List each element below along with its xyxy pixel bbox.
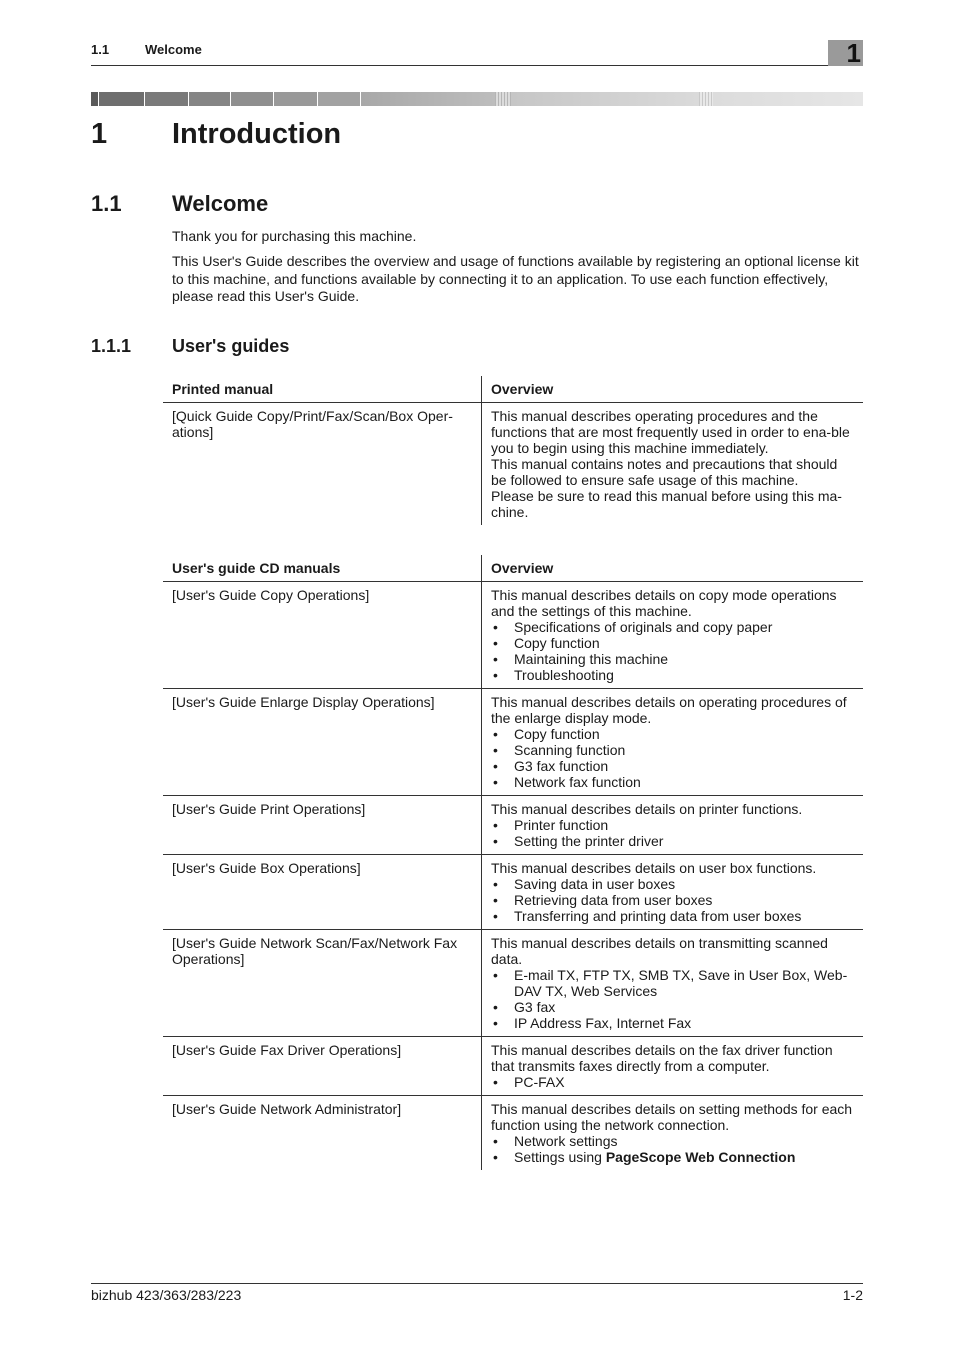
list-item: • IP Address Fax, Internet Fax	[491, 1015, 854, 1031]
intro-paragraph-1: Thank you for purchasing this machine.	[172, 228, 417, 244]
manual-overview	[482, 930, 864, 1037]
manual-name: [User's Guide Copy Operations]	[163, 582, 482, 689]
manual-name: [User's Guide Fax Driver Operations]	[163, 1037, 482, 1096]
bullet-list	[491, 726, 854, 790]
chapter-tab: 1	[828, 40, 863, 66]
bullet-list	[491, 1133, 854, 1165]
cd-manuals-table	[163, 555, 863, 1170]
manual-overview	[482, 582, 864, 689]
list-item: • Copy function	[491, 635, 854, 651]
manual-name: [Quick Guide Copy/Print/Fax/Scan/Box Oper-ations]	[163, 403, 482, 526]
overview-text: This manual describes details on setting methods for each function using the network connection.	[491, 1101, 853, 1133]
bullet-list	[491, 876, 854, 924]
manual-overview	[482, 689, 864, 796]
chapter-number: 1	[91, 118, 108, 150]
header-section-title: Welcome	[145, 42, 202, 57]
table-row	[163, 796, 863, 855]
table-row	[163, 1096, 863, 1171]
printed-manual-table	[163, 376, 863, 525]
bullet-list	[491, 967, 854, 1031]
manual-overview	[482, 1096, 864, 1171]
list-item: • Setting the printer driver	[491, 833, 854, 849]
manual-name: [User's Guide Print Operations]	[163, 796, 482, 855]
bullet-list	[491, 619, 854, 683]
footer-rule	[91, 1283, 863, 1284]
overview-text: This manual describes details on the fax driver function that transmits faxes directly from a computer.	[491, 1042, 833, 1074]
table-header-row	[163, 555, 863, 582]
overview-text: This manual describes details on operating procedures of the enlarge display mode.	[491, 694, 847, 726]
list-item: • Specifications of originals and copy paper	[491, 619, 854, 635]
subsection-number: 1.1.1	[91, 336, 132, 356]
overview-text: This manual describes details on user box functions.	[491, 860, 817, 876]
list-item: • Network settings	[491, 1133, 854, 1149]
list-item: • Troubleshooting	[491, 667, 854, 683]
manual-overview	[482, 796, 864, 855]
list-item: • Maintaining this machine	[491, 651, 854, 667]
list-item: • Network fax function	[491, 774, 854, 790]
list-item: • Retrieving data from user boxes	[491, 892, 854, 908]
manual-name: [User's Guide Box Operations]	[163, 855, 482, 930]
list-item: • E-mail TX, FTP TX, SMB TX, Save in User Box, Web-DAV TX, Web Services	[491, 967, 854, 999]
table-row	[163, 403, 863, 526]
list-item: • Saving data in user boxes	[491, 876, 854, 892]
manual-name: [User's Guide Network Scan/Fax/Network Fax Operations]	[163, 930, 482, 1037]
list-item	[491, 1149, 854, 1165]
table-header-row	[163, 376, 863, 403]
list-item: • Transferring and printing data from user boxes	[491, 908, 854, 924]
column-header: User's guide CD manuals	[163, 555, 482, 582]
section-number: 1.1	[91, 191, 122, 216]
list-item: • G3 fax	[491, 999, 854, 1015]
section-title: Welcome	[172, 191, 269, 216]
decorative-band	[91, 92, 863, 106]
overview-text: This manual describes operating procedures and the functions that are most frequently used in order to ena-ble you to begin using this machine immediately.	[491, 408, 850, 456]
header-section-number: 1.1	[91, 42, 110, 57]
column-header: Printed manual	[163, 376, 482, 403]
table-row	[163, 689, 863, 796]
table-row	[163, 582, 863, 689]
subsection-title: User's guides	[172, 336, 290, 356]
table-row	[163, 930, 863, 1037]
table-row	[163, 1037, 863, 1096]
list-item: • PC-FAX	[491, 1074, 854, 1090]
manual-name: [User's Guide Enlarge Display Operations]	[163, 689, 482, 796]
manual-overview	[482, 403, 864, 526]
column-header: Overview	[482, 555, 864, 582]
column-header: Overview	[482, 376, 864, 403]
list-item: • G3 fax function	[491, 758, 854, 774]
table-row	[163, 855, 863, 930]
header-rule	[91, 65, 863, 66]
overview-text: This manual describes details on transmitting scanned data.	[491, 935, 828, 967]
pagescope-link-text: PageScope Web Connection	[605, 1149, 796, 1165]
bullet-prefix: Settings using	[514, 1149, 606, 1165]
intro-paragraph-2: This User's Guide describes the overview and usage of functions available by registering an optional license kit to this machine, and functions available by connecting it to an application. To use each function effectively, please read this User's Guide.	[172, 253, 859, 304]
footer-page-number: 1-2	[842, 1287, 863, 1303]
chapter-title: Introduction	[172, 118, 342, 150]
manual-overview	[482, 855, 864, 930]
bullet-list	[491, 817, 854, 849]
manual-name: [User's Guide Network Administrator]	[163, 1096, 482, 1171]
footer-model: bizhub 423/363/283/223	[91, 1287, 242, 1303]
list-item: • Scanning function	[491, 742, 854, 758]
manual-overview	[482, 1037, 864, 1096]
overview-text: Please be sure to read this manual before using this ma-chine.	[491, 488, 842, 520]
bullet-list	[491, 1074, 854, 1090]
list-item: • Printer function	[491, 817, 854, 833]
overview-text: This manual contains notes and precautions that should be followed to ensure safe usage of this machine.	[491, 456, 838, 488]
list-item: • Copy function	[491, 726, 854, 742]
overview-text: This manual describes details on printer functions.	[491, 801, 803, 817]
overview-text: This manual describes details on copy mode operations and the settings of this machine.	[491, 587, 837, 619]
